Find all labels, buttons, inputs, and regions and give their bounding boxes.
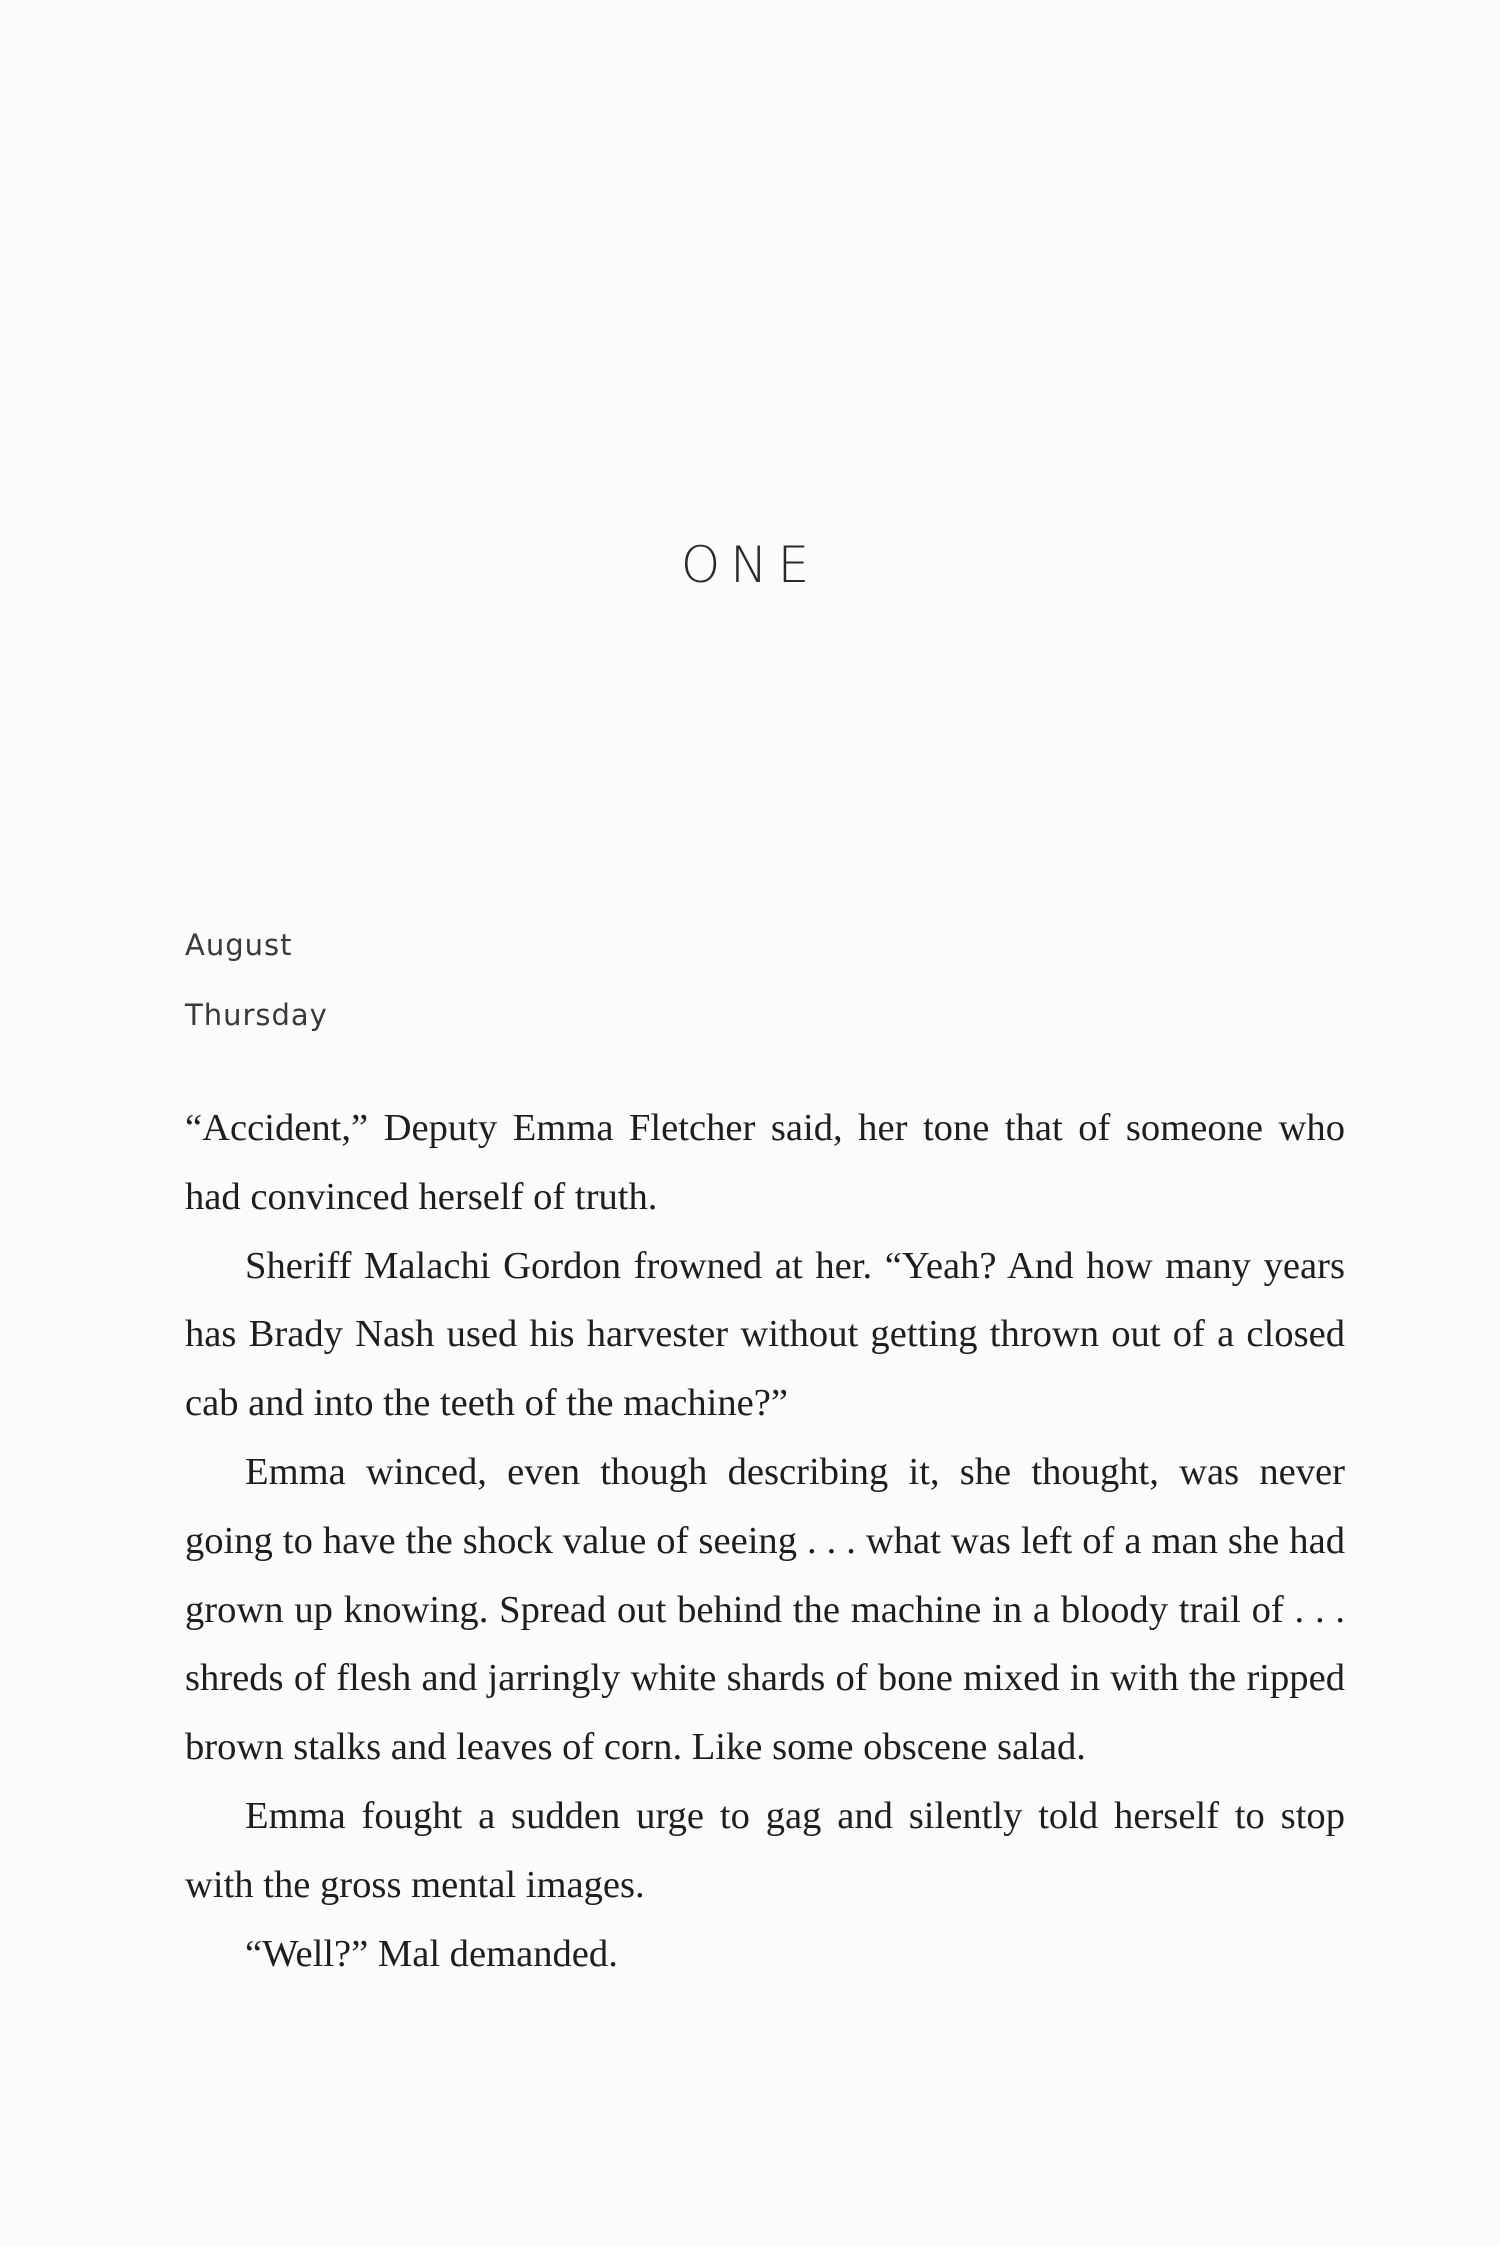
paragraph: Sheriff Malachi Gordon frowned at her. “Yeah? And how many years has Brady Nash used his harvester without getting thrown out of a closed cab and into the teeth of the machine?” <box>185 1244 1345 1425</box>
dateline-day: Thursday <box>185 998 328 1032</box>
paragraph: “Accident,” Deputy Emma Fletcher said, her tone that of someone who had convinced herself of truth. <box>185 1107 1345 1218</box>
body-text <box>185 1094 1345 1988</box>
paragraph: Emma fought a sudden urge to gag and silently told herself to stop with the gross mental images. <box>185 1794 1345 1906</box>
paragraph: Emma winced, even though describing it, she thought, was never going to have the shock value of seeing . . . what was left of a man she had grown up knowing. Spread out behind the machine in a bloody trail of . . . shreds of flesh and jarringly white shards of bone mixed in with the ripped brown stalks and leaves of corn. Like some obscene salad. <box>185 1450 1345 1769</box>
chapter-title: ONE <box>680 536 820 594</box>
paragraph: “Well?” Mal demanded. <box>245 1932 618 1975</box>
dateline-month: August <box>185 928 293 962</box>
